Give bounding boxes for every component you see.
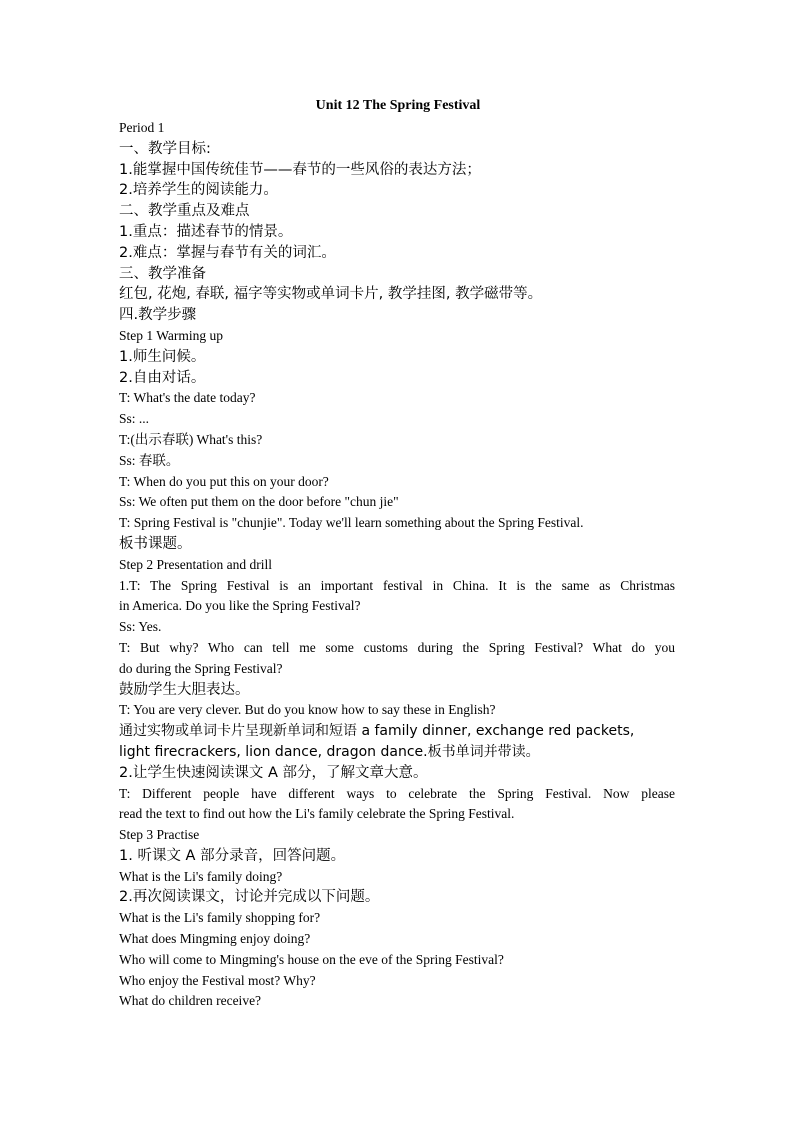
instruction-text: 板书课题。 — [119, 535, 192, 552]
objective-item: 1.能掌握中国传统佳节——春节的一些风俗的表达方法； — [119, 161, 481, 178]
period-label: Period 1 — [119, 120, 165, 135]
dialogue-line: T: But why? Who can tell me some customs during the Spring Festival? What do you — [119, 639, 675, 655]
key-point-item: 1.重点：描述春节的情景。 — [119, 223, 293, 240]
preparation-text: 红包, 花炮, 春联, 福字等实物或单词卡片, 教学挂图, 教学磁带等。 — [119, 286, 543, 303]
dialogue-line: 1.T: The Spring Festival is an important festival in China. It is the same as Christmas — [119, 577, 675, 593]
instruction-text: 鼓励学生大胆表达。 — [119, 681, 250, 698]
section-heading-objectives: 一、教学目标: — [119, 140, 211, 157]
step-heading: Step 2 Presentation and drill — [119, 556, 272, 572]
dialogue-line: Ss: 春联。 — [119, 452, 180, 468]
step-item: 2.自由对话。 — [119, 369, 206, 386]
dialogue-line: Ss: We often put them on the door before "chun jie" — [119, 494, 399, 510]
document-page — [119, 96, 675, 1012]
question-line: What is the Li's family shopping for? — [119, 910, 321, 926]
step-item: 2.再次阅读课文，讨论并完成以下问题。 — [119, 889, 380, 906]
objective-item: 2.培养学生的阅读能力。 — [119, 182, 278, 199]
section-heading-preparation: 三、教学准备 — [119, 265, 206, 282]
step-heading: Step 3 Practise — [119, 827, 200, 843]
key-point-item: 2.难点：掌握与春节有关的词汇。 — [119, 244, 336, 261]
dialogue-line: in America. Do you like the Spring Festival? — [119, 598, 361, 614]
dialogue-line: T: What's the date today? — [119, 390, 256, 406]
dialogue-line: Ss: ... — [119, 411, 150, 427]
step-item: 2.让学生快速阅读课文 A 部分，了解文章大意。 — [119, 764, 428, 781]
question-line: Who will come to Mingming's house on the eve of the Spring Festival? — [119, 951, 504, 967]
step-item: 1. 听课文 A 部分录音，回答问题。 — [119, 847, 346, 864]
step-heading: Step 1 Warming up — [119, 327, 224, 343]
question-line: What do children receive? — [119, 993, 262, 1009]
document-title: Unit 12 The Spring Festival — [315, 98, 481, 113]
dialogue-line: Ss: Yes. — [119, 619, 162, 635]
dialogue-line: T:(出示春联) What's this? — [119, 431, 263, 447]
question-line: What does Mingming enjoy doing? — [119, 931, 311, 947]
dialogue-line: T: Spring Festival is "chunjie". Today we'll learn something about the Spring Festival. — [119, 515, 584, 531]
dialogue-line: T: You are very clever. But do you know how to say these in English? — [119, 702, 496, 718]
question-line: Who enjoy the Festival most? Why? — [119, 972, 316, 988]
vocabulary-text: light firecrackers, lion dance, dragon dance.板书单词并带读。 — [119, 743, 540, 760]
section-heading-key-points: 二、教学重点及难点 — [119, 203, 250, 220]
dialogue-line: do during the Spring Festival? — [119, 660, 283, 676]
vocabulary-text: 通过实物或单词卡片呈现新单词和短语 a family dinner, exchange red packets, — [119, 723, 635, 740]
dialogue-line: T: When do you put this on your door? — [119, 473, 329, 489]
question-line: What is the Li's family doing? — [119, 868, 283, 884]
dialogue-line: T: Different people have different ways to celebrate the Spring Festival. Now please — [119, 785, 675, 801]
step-item: 1.师生问候。 — [119, 348, 206, 365]
section-heading-steps: 四.教学步骤 — [119, 307, 197, 324]
dialogue-line: read the text to find out how the Li's family celebrate the Spring Festival. — [119, 806, 515, 822]
